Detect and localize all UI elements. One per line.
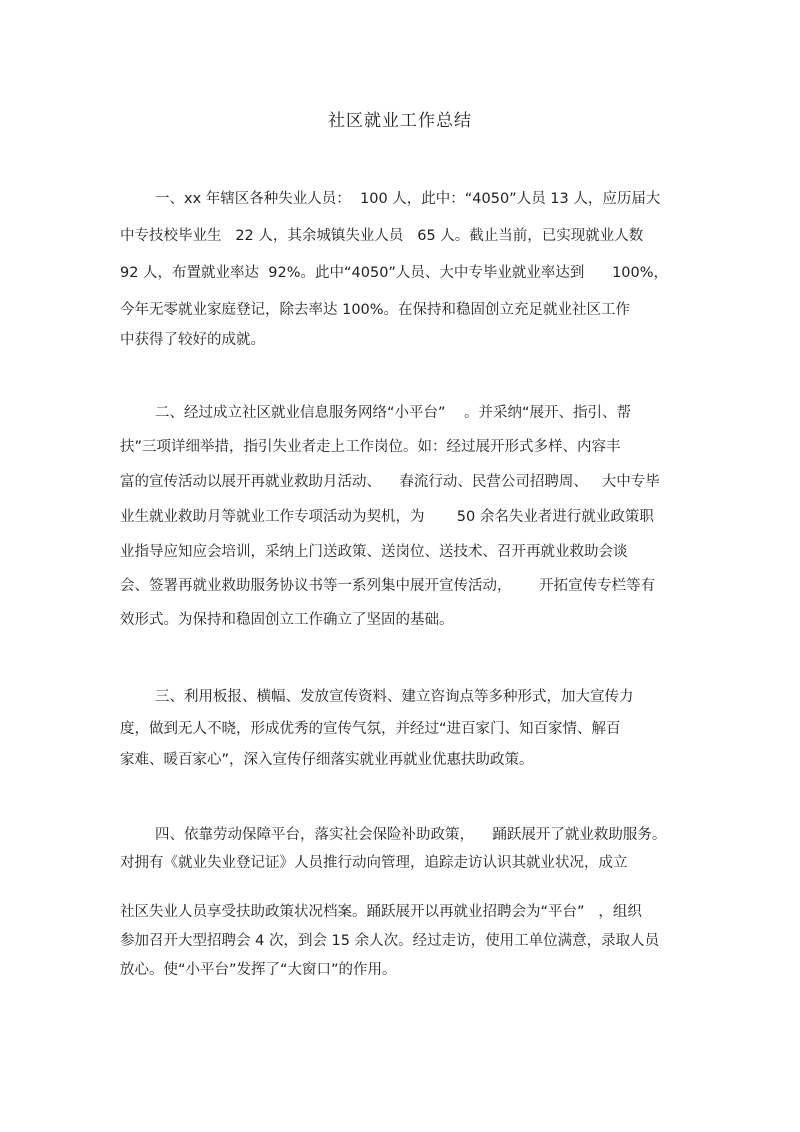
paragraph-3-line-1: 三、利用板报、横幅、发放宣传资料、建立咨询点等多种形式，加大宣传力 — [155, 689, 634, 705]
paragraph-1-line-3: 92 人，布置就业率达 92%。此中“4050”人员、大中专毕业就业率达到 100%， — [120, 265, 669, 281]
paragraph-5-line-1: 社区失业人员享受扶助政策状况档案。踊跃展开以再就业招聘会为“平台” ，组织 — [120, 904, 642, 920]
paragraph-2-line-7: 效形式。为保持和稳固创立工作确立了坚固的基础。 — [120, 612, 454, 628]
paragraph-5-line-3: 放心。使“小平台”发挥了“大窗口”的作用。 — [120, 962, 397, 978]
paragraph-1-line-5: 中获得了较好的成就。 — [120, 332, 265, 348]
paragraph-3-line-2: 度，做到无人不晓，形成优秀的宣传气氛，并经过“进百家门、知百家情、解百 — [120, 721, 621, 737]
paragraph-2-line-5: 业指导应知应会培训，采纳上门送政策、送岗位、送技术、召开再就业救助会谈 — [120, 544, 628, 560]
paragraph-4-line-2: 对拥有《就业失业登记证》人员推行动向管理，追踪走访认识其就业状况，成立 — [120, 855, 628, 871]
paragraph-3-line-3: 家难、暖百家心”，深入宣传仔细落实就业再就业优惠扶助政策。 — [120, 752, 534, 768]
paragraph-1-line-2: 中专技校毕业生 22 人，其余城镇失业人员 65 人。截止当前，已实现就业人数 — [120, 228, 644, 244]
document-title: 社区就业工作总结 — [328, 111, 472, 131]
paragraph-2-line-6: 会、签署再就业救助服务协议书等一系列集中展开宣传活动， 开拓宣传专栏等有 — [120, 578, 656, 594]
paragraph-5-line-2: 参加召开大型招聘会 4 次，到会 15 余人次。经过走访，使用工单位满意，录取人员 — [120, 933, 660, 949]
paragraph-1-line-1: 一、xx 年辖区各种失业人员： 100 人，此中：“4050”人员 13 人，应历届大 — [155, 191, 661, 207]
paragraph-1-line-4: 今年无零就业家庭登记，除去率达 100%。在保持和稳固创立充足就业社区工作 — [120, 302, 631, 318]
paragraph-2-line-1: 二、经过成立社区就业信息服务网络“小平台” 。并采纳“展开、指引、帮 — [155, 405, 631, 421]
paragraph-2-line-3: 富的宣传活动以展开再就业救助月活动、 春流行动、民营公司招聘周、 大中专毕 — [120, 474, 660, 490]
paragraph-2-line-4: 业生就业救助月等就业工作专项活动为契机，为 50 余名失业者进行就业政策职 — [120, 509, 654, 525]
paragraph-2-line-2: 扶”三项详细举措，指引失业者走上工作岗位。如：经过展开形式多样、内容丰 — [120, 439, 621, 455]
paragraph-4-line-1: 四、依靠劳动保障平台，落实社会保险补助政策， 踊跃展开了就业救助服务。 — [155, 827, 667, 843]
